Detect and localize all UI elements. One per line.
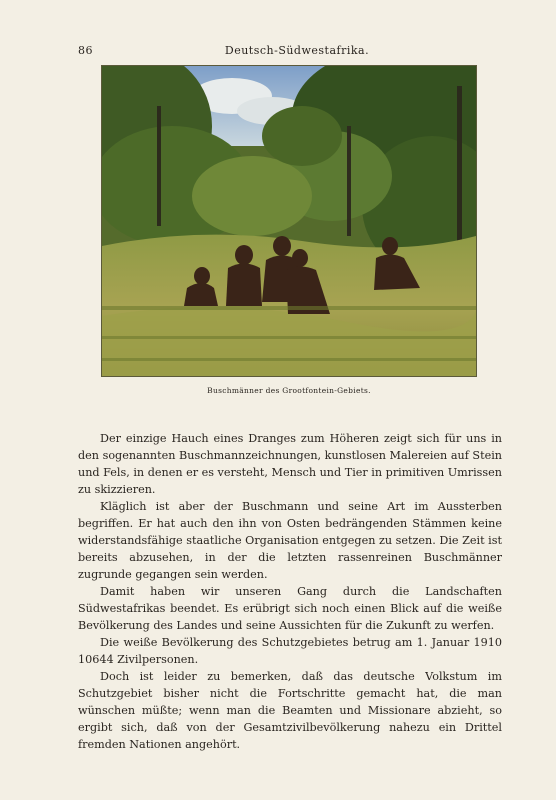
figure-caption: Buschmänner des Grootfontein-Gebiets. xyxy=(207,386,371,395)
running-title: Deutsch-Südwestafrika. xyxy=(224,44,370,57)
paragraph: Der einzige Hauch eines Dranges zum Höheren zeigt sich für uns in den sogenannten Buschmannzeichnungen, kunstlosen Malereien auf Stein und Fels, in denen er es versteht, Mensch und Tier in primitiven Umrissen zu skizzieren. xyxy=(78,432,502,496)
paragraph: Damit haben wir unseren Gang durch die Landschaften Südwestafrikas beendet. Es erübrigt sich noch einen Blick auf die weiße Bevölkerung des Landes und seine Aussichten für die Zukunft zu werfen. xyxy=(78,585,502,632)
photograph-bushmen xyxy=(102,66,476,376)
page-number: 86 xyxy=(78,44,93,57)
paragraph: Die weiße Bevölkerung des Schutzgebietes betrug am 1. Januar 1910 10644 Zivilpersonen. xyxy=(78,636,502,666)
body-text xyxy=(78,430,502,753)
paragraph: Doch ist leider zu bemerken, daß das deutsche Volkstum im Schutzgebiet bisher nicht die Fortschritte gemacht hat, die man wünschen müßte; wenn man die Beamten und Missionare abzieht, so ergibt sich, daß von der Gesamtzivilbevölkerung nahezu ein Drittel fremden Nationen angehört. xyxy=(78,670,502,751)
paragraph: Kläglich ist aber der Buschmann und seine Art im Aussterben begriffen. Er hat auch den ihn von Osten bedrängenden Stämmen keine widerstandsfähige staatliche Organisation entgegen zu setzen. Die Zeit ist bereits abzusehen, in der die letzten rassenreinen Buschmänner zugrunde gegangen sein werden. xyxy=(78,500,502,581)
